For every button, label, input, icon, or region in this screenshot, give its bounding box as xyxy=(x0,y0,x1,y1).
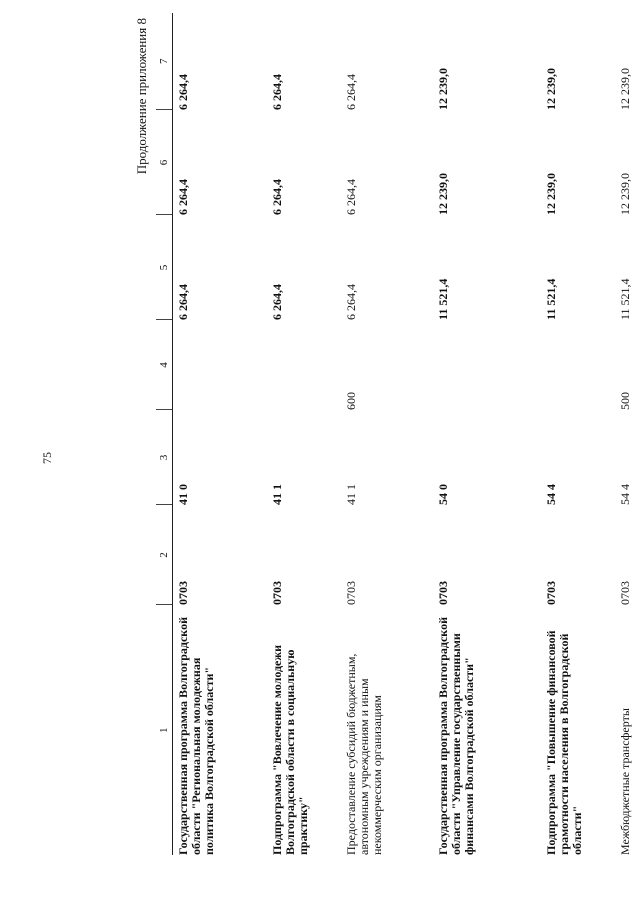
column-header: 2 xyxy=(156,505,173,605)
column-header: 5 xyxy=(156,215,173,320)
continuation-label: Продолжение приложения 8 xyxy=(134,18,149,175)
page-number: 75 xyxy=(40,452,54,464)
section-code: 0703 xyxy=(618,581,632,605)
section-code: 0703 xyxy=(544,581,558,605)
amount-col7: 12 239,0 xyxy=(544,68,558,110)
table-row xyxy=(541,13,615,855)
amount-col6: 6 264,4 xyxy=(176,179,190,215)
amount-col7: 6 264,4 xyxy=(344,74,358,110)
amount-col7: 6 264,4 xyxy=(176,74,190,110)
target-code: 41 1 xyxy=(270,484,284,505)
amount-col7: 12 239,0 xyxy=(436,68,450,110)
row-name: Предоставление субсидий бюджетным, автономным учреждениям и иным некоммерческим организациям xyxy=(344,653,384,855)
table-header xyxy=(156,13,173,855)
amount-col5: 6 264,4 xyxy=(344,284,358,320)
expense-type xyxy=(433,320,541,410)
row-name: Подпрограмма "Повышение финансовой грамотности населения в Волгоградской области" xyxy=(544,630,584,855)
expense-type xyxy=(541,320,615,410)
column-header: 3 xyxy=(156,410,173,505)
row-name: Государственная программа Волгоградской области "Управление государственными финансами Волгоградской области" xyxy=(436,617,476,855)
table-row xyxy=(173,13,268,855)
expense-type xyxy=(267,320,341,410)
column-header: 6 xyxy=(156,110,173,215)
expense-type: 500 xyxy=(618,392,632,410)
budget-table xyxy=(156,13,640,855)
column-header: 1 xyxy=(156,605,173,855)
column-header: 7 xyxy=(156,13,173,110)
target-code: 41 1 xyxy=(344,484,358,505)
target-code: 54 0 xyxy=(436,484,450,505)
table-row xyxy=(267,13,341,855)
amount-col6: 6 264,4 xyxy=(270,179,284,215)
rotated-sheet xyxy=(100,0,640,905)
amount-col5: 6 264,4 xyxy=(270,284,284,320)
target-code: 41 0 xyxy=(176,484,190,505)
target-code: 54 4 xyxy=(544,484,558,505)
amount-col5: 11 521,4 xyxy=(544,278,558,320)
expense-type xyxy=(173,320,268,410)
amount-col6: 12 239,0 xyxy=(436,173,450,215)
section-code: 0703 xyxy=(436,581,450,605)
amount-col6: 12 239,0 xyxy=(618,173,632,215)
target-code: 54 4 xyxy=(618,484,632,505)
section-code: 0703 xyxy=(270,581,284,605)
table-row xyxy=(615,13,640,855)
row-name: Государственная программа Волгоградской области "Региональная молодежная политика Волгоградской области" xyxy=(176,617,216,855)
column-header: 4 xyxy=(156,320,173,410)
amount-col5: 11 521,4 xyxy=(436,278,450,320)
row-name: Межбюджетные трансферты xyxy=(618,708,632,855)
amount-col7: 12 239,0 xyxy=(618,68,632,110)
amount-col5: 6 264,4 xyxy=(176,284,190,320)
amount-col6: 12 239,0 xyxy=(544,173,558,215)
section-code: 0703 xyxy=(176,581,190,605)
amount-col6: 6 264,4 xyxy=(344,179,358,215)
amount-col7: 6 264,4 xyxy=(270,74,284,110)
amount-col5: 11 521,4 xyxy=(618,278,632,320)
table-row xyxy=(341,13,433,855)
expense-type: 600 xyxy=(344,392,358,410)
row-name: Подпрограмма "Вовлечение молодежи Волгоградской области в социальную практику" xyxy=(270,645,310,855)
section-code: 0703 xyxy=(344,581,358,605)
table-row xyxy=(433,13,541,855)
